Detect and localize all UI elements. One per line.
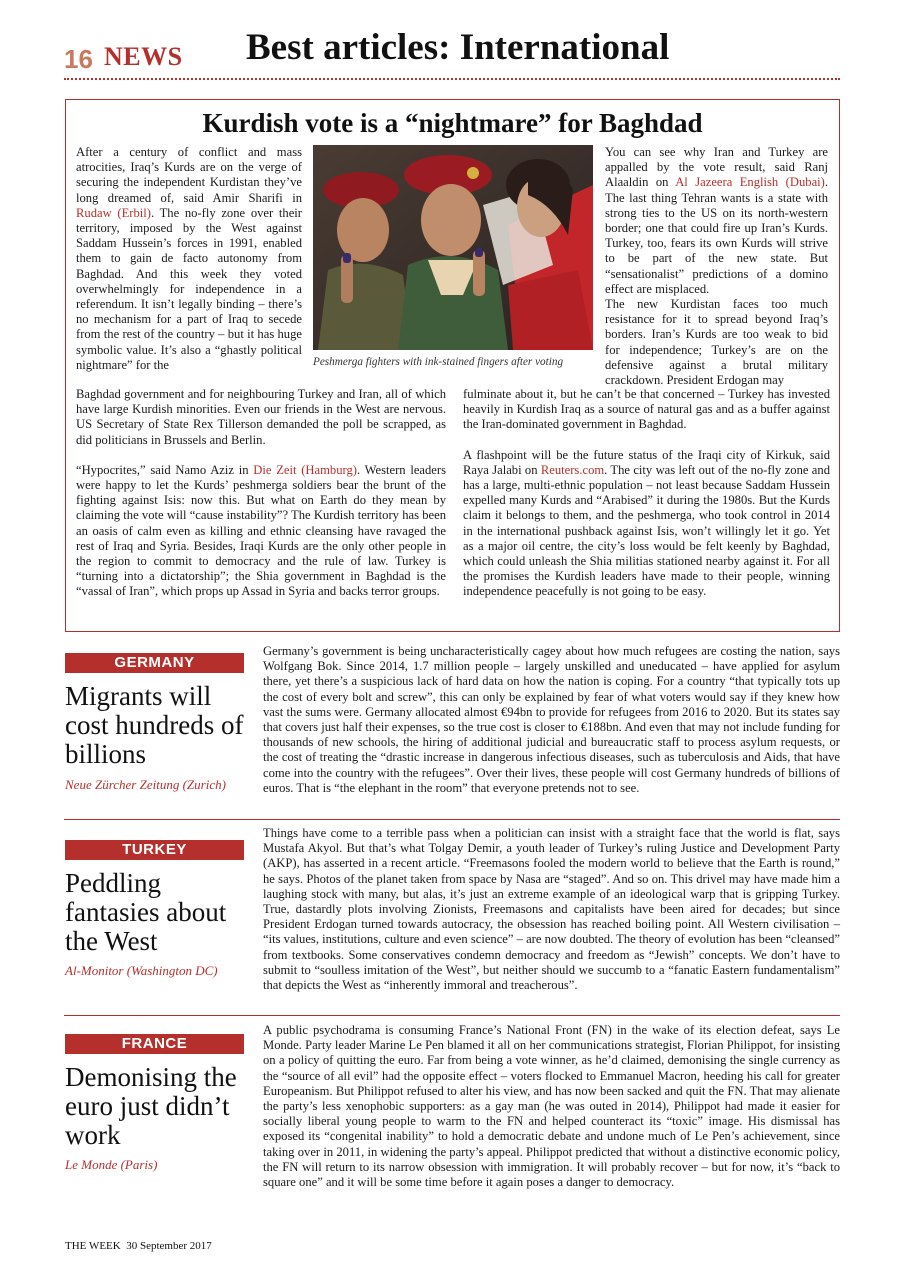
page-number: 16	[64, 44, 93, 74]
source-france: Le Monde (Paris)	[65, 1157, 158, 1172]
body-germany: Germany’s government is being uncharacteristically cagey about how much refugees are costing the nation, says Wolfgang Bok. Since 2014, 1.7 million people – largely unskilled and uneducated – have applied for asylum there, yet there’s a suspicious lack of hard data on how the nation is coping. For a country “that typically tots up the cost of every bolt and screw”, this can only be explained by fear of what voters would say if they knew how vast the sums were. Germany allocated almost €94bn to provide for refugees from 2016 to 2020. But its states say that covers just half their expenses, so the true cost is closer to €188bn. And even that may not include funding for thousands of new schools, the hiring of additional judicial and bureaucratic staff to process asylum requests, or the cost of treating the “drastic increase in dangerous infectious diseases, such as tuberculosis and Aids, that have come into the country with the refugees”. Over their lives, these people will cost Germany hundreds of billions of euros. That is “the elephant in the room” that everyone pretends not to see.	[263, 644, 840, 795]
lead-wide-left	[76, 387, 446, 600]
headline-france: Demonising the euro just didn’t work	[65, 1062, 237, 1150]
source-credit-reuters: Reuters.com	[540, 462, 605, 477]
page-footer	[65, 1240, 212, 1252]
page-title: Best articles: International	[246, 27, 670, 68]
lead-text: . The no-fly zone over their territory, imposed by the West against Saddam Hussein’s forces in 1991, enabled them to gain de facto autonomy from Baghdad. And this week they voted overwhelmingly for independence in a referendum. It isn’t legally binding – there’s no mechanism for a part of Iraq to secede from the rest of the country – but it has huge symbolic value. It’s also a “ghastly political nightmare” for the	[76, 205, 302, 372]
headline-turkey: Peddling fantasies about the West	[65, 868, 227, 956]
lead-wide-right	[463, 387, 830, 600]
lead-text: . The city was left out of the no-fly zone and has a large, multi-ethnic population – not least because Saddam Hussein expelled many Kurds and “Arabised” it during the 1980s. But the Kurds claim it belongs to them, and the peshmerga, who took control in 2014 in the international pushback against Isis, won’t willingly let it go. Yet as a major oil centre, the city’s loss would be felt keenly by Baghdad, which could unleash the Shia militias stationed nearby against it. For all the promises the Kurdish leaders have made to their people, winning independence peacefully is not going to be easy.	[463, 462, 830, 599]
header-rule	[64, 78, 840, 80]
lead-text: . Western leaders were happy to let the Kurds’ peshmerga soldiers bear the brunt of the fighting against Isis: now this. But what on Earth do they mean by claiming the vote will “cause instability”? The Kurdish territory has been an oasis of calm even as killing and ethnic cleansing have ravaged the rest of Iraq and Syria. Besides, Iraqi Kurds are the only other people in the region to commit to democracy and the rule of law. Turkey is “turning into a dictatorship”; the Shia government in Baghdad is the “vassal of Iran”, which props up Assad in Syria and backs terror groups.	[76, 462, 446, 599]
section-divider	[64, 819, 840, 820]
footer-magazine: THE WEEK	[65, 1240, 121, 1252]
source-turkey: Al-Monitor (Washington DC)	[65, 963, 218, 978]
section-label: NEWS	[104, 42, 183, 71]
lead-paragraph: The new Kurdistan faces too much resistance for it to spread beyond Iraq’s borders. Iran’s Kurds are too weak to bid for independence; Turkey’s are on the defensive against a brutal military crackdown. President Erdogan may	[605, 297, 828, 388]
lead-text: . The last thing Tehran wants is a state with strong ties to the US on its north-western border; one that could fire up Iran’s Kurds. Turkey, too, fears its own Kurds will strive to be part of the new state. But “sensationalist” predictions of a domino effect are misplaced.	[605, 175, 829, 296]
photo-illustration	[313, 145, 593, 350]
country-tag-turkey: TURKEY	[65, 840, 244, 860]
lead-story-title: Kurdish vote is a “nightmare” for Baghdad	[202, 108, 703, 138]
headline-germany: Migrants will cost hundreds of billions	[65, 681, 244, 769]
lead-paragraph: Baghdad government and for neighbouring Turkey and Iran, all of which have large Kurdish minorities. Even our friends in the West are nervous. US Secretary of State Rex Tillerson demanded the poll be scrapped, as did politicians in Brussels and Berlin.	[76, 387, 446, 447]
source-credit-rudaw: Rudaw (Erbil)	[76, 205, 151, 220]
body-turkey: Things have come to a terrible pass when a politician can insist with a straight face that the world is flat, says Mustafa Akyol. But that’s what Tolgay Demir, a youth leader of Turkey’s ruling Justice and Development Party (AKP), has asserted in a recent article. “Freemasons fooled the modern world to believe that the Earth is round,” he says. Photos of the planet taken from space by Nasa are “staged”. And so on. This drivel may have made him a laughing stock with many, but alas, it’s just an extreme example of an ideological warp that is gripping Turkey. True, dastardly plots involving Zionists, Freemasons and capitalists have been aired for decades; but since President Erdogan turned towards autocracy, the obsession has reached boiling point. All Western civilisation – “its values, institutions, culture and even science” – are now doubted. The theory of evolution has been “cleansed” from textbooks. Some conservatives condemn democracy and freedom as “Jewish” concepts. We don’t have to submit to “soulless imitation of the West”, but neither should we succumb to a “fanatic Eastern fundamentalism” that depicts the West as “inherently immoral and treacherous”.	[263, 826, 840, 993]
country-tag-germany: GERMANY	[65, 653, 244, 673]
lead-text: You can see why Iran and Turkey are appalled by the vote result, said Ranj Alaaldin on	[605, 145, 828, 190]
country-tag-france: FRANCE	[65, 1034, 244, 1054]
lead-text: “Hypocrites,” said Namo Aziz in	[76, 462, 254, 477]
lead-paragraph: fulminate about it, but he can’t be that concerned – Turkey has invested heavily in Kurdish Iraq as a source of natural gas and as a buffer against the Iran-dominated government in Baghdad.	[463, 387, 830, 432]
photo-caption: Peshmerga fighters with ink-stained fingers after voting	[313, 356, 564, 368]
lead-text: A flashpoint will be the future status of the Iraqi city of Kirkuk, said Raya Jalabi on	[463, 447, 830, 477]
source-credit-aljazeera: Al Jazeera English (Dubai)	[675, 175, 825, 190]
lead-text: After a century of conflict and mass atrocities, Iraq’s Kurds are on the verge of securing the independent Kurdistan they’ve long dreamed of, said Amir Sharifi in	[76, 145, 302, 205]
source-credit-diezeit: Die Zeit (Hamburg)	[253, 462, 357, 477]
source-germany: Neue Zürcher Zeitung (Zurich)	[65, 777, 226, 792]
footer-date: 30 September 2017	[126, 1240, 212, 1252]
lead-column-3	[605, 145, 828, 388]
lead-column-1	[76, 145, 302, 373]
section-divider	[64, 1015, 840, 1016]
body-france: A public psychodrama is consuming France’s National Front (FN) in the wake of its election defeat, says Le Monde. Party leader Marine Le Pen blamed it all on her communications strategist, Florian Philippot, for insisting on a policy of quitting the euro. Far from being a vote winner, as he’d claimed, demonising the single currency as the “source of all evil” had the opposite effect – voters flocked to Emmanuel Macron, heeding his call for greater Europeanism. But Philippot refused to alter his view, and has now been sacked and quit the FN. That may alienate the party’s less xenophobic supporters: as a gay man (he was outed in 2014), Philippot had made it easier for socially liberal young people to warm to the FN and helped counteract its “toxic” image. His dismissal has exposed its “congenital inability” to hold a democratic debate and undone much of Le Pen’s achievement, since taking over in 2011, in widening the party’s appeal. Philippot predicted that without a distinctive economic policy, the FN will return to its narrow obsession with immigration. It will probably recover – but for now, it’s “back to square one” and it will be some time before it again poses a danger to democracy.	[263, 1023, 840, 1190]
peshmerga-photo	[313, 145, 593, 350]
